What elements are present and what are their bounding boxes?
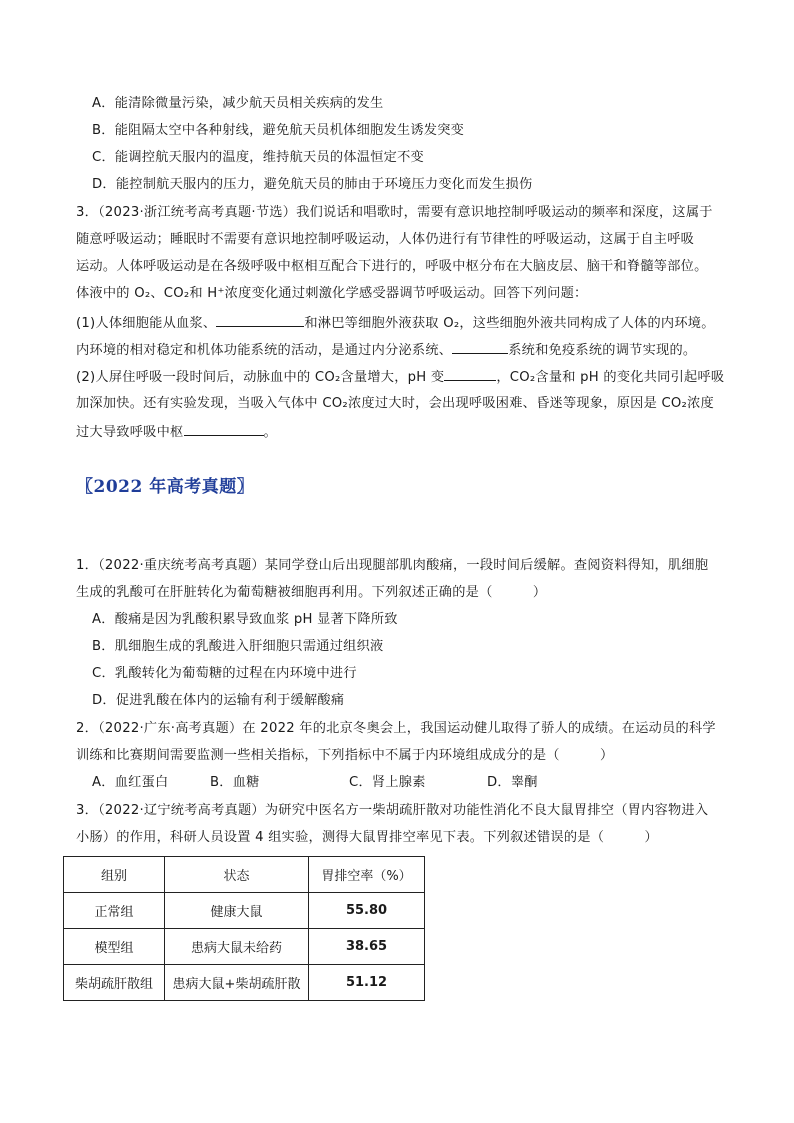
- table-row: [64, 965, 425, 1001]
- q3-2023-stem-line-2: 随意呼吸运动；睡眠时不需要有意识地控制呼吸运动，人体仍进行有节律性的呼吸运动，这属于自主呼吸: [76, 232, 695, 247]
- part1-line2-text-b: 系统和免疫系统的调节实现的。: [508, 343, 697, 358]
- gastric-emptying-table: [63, 856, 425, 1001]
- q1-2022-option-c: C．乳酸转化为葡萄糖的过程在内环境中进行: [92, 666, 357, 681]
- part2-line3-text-b: 。: [263, 425, 277, 440]
- table-row: [64, 893, 425, 929]
- answer-blank-4[interactable]: [184, 421, 264, 436]
- table-header-row: [64, 857, 425, 893]
- q2-2022-stem-line-1: 2．（2022·广东·高考真题）在 2022 年的北京冬奥会上，我国运动健儿取得了骄人的成绩。在运动员的科学: [76, 721, 716, 736]
- q2-2022-option-d: D．睾酮: [487, 775, 538, 790]
- q2-2022-option-a: A．血红蛋白: [92, 775, 169, 790]
- table-cell: 患病大鼠未给药: [165, 929, 309, 965]
- table-cell: 51.12: [309, 965, 425, 1001]
- q2-2022-option-b: B．血糖: [210, 775, 260, 790]
- table-cell: 健康大鼠: [165, 893, 309, 929]
- table-cell: 正常组: [64, 893, 165, 929]
- answer-blank-3[interactable]: [444, 366, 496, 381]
- q1-2022-option-b: B．肌细胞生成的乳酸进入肝细胞只需通过组织液: [92, 639, 384, 654]
- table-cell: 柴胡疏肝散组: [64, 965, 165, 1001]
- option-a: A．能清除微量污染，减少航天员相关疾病的发生: [92, 96, 384, 111]
- option-d: D．能控制航天服内的压力，避免航天员的肺由于环境压力变化而发生损伤: [92, 177, 533, 192]
- q1-2022-option-d: D．促进乳酸在体内的运输有利于缓解酸痛: [92, 693, 345, 708]
- q2-2022-stem-line-2: 训练和比赛期间需要监测一些相关指标，下列指标中不属于内环境组成成分的是（ ）: [76, 748, 614, 763]
- q2-2022-option-c: C．肾上腺素: [349, 775, 426, 790]
- table-cell: 38.65: [309, 929, 425, 965]
- part2-text-a: (2)人屏住呼吸一段时间后，动脉血中的 CO₂含量增大，pH 变: [76, 370, 445, 385]
- table-cell: 55.80: [309, 893, 425, 929]
- section-title: 〖2022 年高考真题〗: [76, 477, 255, 497]
- q3-2023-stem-line-4: 体液中的 O₂、CO₂和 H⁺浓度变化通过刺激化学感受器调节呼吸运动。回答下列问题：: [76, 286, 588, 301]
- table-header-cell: 胃排空率（%）: [309, 857, 425, 893]
- q3-2023-part2-line-3: [76, 421, 277, 443]
- q3-2022-stem-line-2: 小肠）的作用，科研人员设置 4 组实验，测得大鼠胃排空率见下表。下列叙述错误的是（ ）: [76, 830, 658, 845]
- option-b: B．能阻隔太空中各种射线，避免航天员机体细胞发生诱发突变: [92, 123, 465, 138]
- q1-2022-stem-line-2: 生成的乳酸可在肝脏转化为葡萄糖被细胞再利用。下列叙述正确的是（ ）: [76, 585, 547, 600]
- q3-2023-stem-line-3: 运动。人体呼吸运动是在各级呼吸中枢相互配合下进行的，呼吸中枢分布在大脑皮层、脑干和脊髓等部位。: [76, 259, 708, 274]
- q1-2022-option-a: A．酸痛是因为乳酸积累导致血浆 pH 显著下降所致: [92, 612, 398, 627]
- q3-2023-stem-line-1: 3．（2023·浙江统考高考真题·节选）我们说话和唱歌时，需要有意识地控制呼吸运动的频率和深度，这属于: [76, 205, 713, 220]
- option-c: C．能调控航天服内的温度，维持航天员的体温恒定不变: [92, 150, 424, 165]
- part2-line3-text-a: 过大导致呼吸中枢: [76, 425, 184, 440]
- part1-text-b: 和淋巴等细胞外液获取 O₂，这些细胞外液共同构成了人体的内环境。: [304, 316, 715, 331]
- q3-2022-stem-line-1: 3．（2022·辽宁统考高考真题）为研究中医名方一柴胡疏肝散对功能性消化不良大鼠胃排空（胃内容物进入: [76, 803, 709, 818]
- table-header-cell: 状态: [165, 857, 309, 893]
- table-cell: 模型组: [64, 929, 165, 965]
- part2-text-b: ，CO₂含量和 pH 的变化共同引起呼吸: [496, 370, 725, 385]
- part1-line2-text-a: 内环境的相对稳定和机体功能系统的活动，是通过内分泌系统、: [76, 343, 453, 358]
- table-row: [64, 929, 425, 965]
- q3-2023-part1-line-2: [76, 339, 696, 361]
- answer-blank-1[interactable]: [216, 312, 304, 327]
- q3-2023-part2-line-1: [76, 366, 724, 388]
- answer-blank-2[interactable]: [452, 339, 508, 354]
- q3-2023-part1-line-1: [76, 312, 715, 334]
- q3-2023-part2-line-2: 加深加快。还有实验发现，当吸入气体中 CO₂浓度过大时，会出现呼吸困难、昏迷等现象，原因是 CO₂浓度: [76, 396, 714, 411]
- part1-text-a: (1)人体细胞能从血浆、: [76, 316, 217, 331]
- table-cell: 患病大鼠+柴胡疏肝散: [165, 965, 309, 1001]
- table-header-cell: 组别: [64, 857, 165, 893]
- q1-2022-stem-line-1: 1．（2022·重庆统考高考真题）某同学登山后出现腿部肌肉酸痛，一段时间后缓解。查阅资料得知，肌细胞: [76, 558, 709, 573]
